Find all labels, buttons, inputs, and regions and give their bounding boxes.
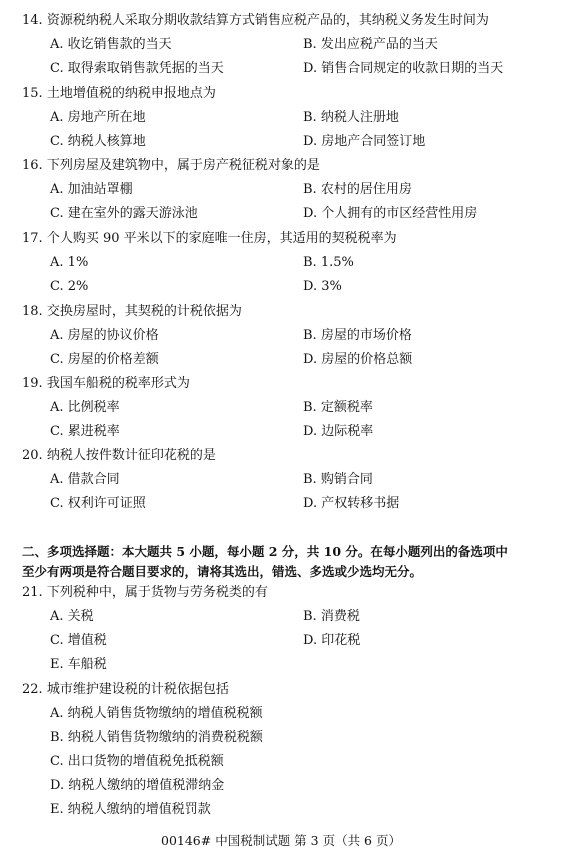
question-18	[22, 303, 242, 320]
option-b: B. 1.5%	[303, 255, 354, 270]
option-c: C. 权利许可证照	[50, 496, 146, 511]
option-a: A. 比例税率	[50, 400, 120, 415]
option-a: A. 借款合同	[50, 472, 120, 487]
option-b: B. 发出应税产品的当天	[303, 37, 438, 52]
question-number: 19.	[22, 376, 43, 391]
question-text: 资源税纳税人采取分期收款结算方式销售应税产品的，其纳税义务发生时间为	[46, 13, 489, 28]
option-c: C. 出口货物的增值税免抵税额	[50, 754, 224, 769]
question-14	[22, 12, 489, 29]
page-footer: 00146# 中国税制试题 第 3 页（共 6 页）	[161, 833, 401, 848]
question-number: 21.	[22, 585, 43, 600]
option-d: D. 印花税	[303, 633, 361, 648]
option-d: D. 边际税率	[303, 424, 374, 439]
question-16	[22, 157, 320, 174]
question-text: 土地增值税的纳税申报地点为	[46, 86, 216, 101]
option-b: B. 购销合同	[303, 472, 373, 487]
option-c: C. 增值税	[50, 633, 107, 648]
question-20	[22, 447, 216, 464]
question-15	[22, 85, 216, 102]
option-a: A. 纳税人销售货物缴纳的增值税税额	[50, 706, 263, 721]
section-heading: 二、多项选择题：本大题共 5 小题，每小题 2 分，共 10 分。在每小题列出的备选项中	[22, 544, 508, 559]
option-b: B. 纳税人注册地	[303, 110, 399, 125]
option-c: C. 累进税率	[50, 424, 120, 439]
question-text: 纳税人按件数计征印花税的是	[46, 448, 216, 463]
option-c: C. 取得索取销售款凭据的当天	[50, 61, 224, 76]
option-d: D. 3%	[303, 279, 342, 294]
option-b: B. 消费税	[303, 609, 360, 624]
option-c: C. 房屋的价格差额	[50, 352, 159, 367]
question-text: 下列税种中，属于货物与劳务税类的有	[46, 585, 268, 600]
question-text: 下列房屋及建筑物中，属于房产税征税对象的是	[46, 158, 320, 173]
option-c: C. 建在室外的露天游泳池	[50, 206, 198, 221]
question-number: 20.	[22, 448, 43, 463]
question-17	[22, 230, 397, 247]
section-instructions: 至少有两项是符合题目要求的，请将其选出，错选、多选或少选均无分。	[22, 564, 423, 579]
option-d: D. 房地产合同签订地	[303, 134, 426, 149]
option-b: B. 定额税率	[303, 400, 373, 415]
option-a: A. 房地产所在地	[50, 110, 146, 125]
question-text: 我国车船税的税率形式为	[46, 376, 190, 391]
option-a: A. 关税	[50, 609, 94, 624]
question-number: 18.	[22, 304, 43, 319]
option-a: A. 房屋的协议价格	[50, 328, 159, 343]
question-number: 17.	[22, 231, 43, 246]
question-22	[22, 681, 229, 698]
question-19	[22, 375, 190, 392]
option-b: B. 农村的居住用房	[303, 182, 412, 197]
option-d: D. 产权转移书据	[303, 496, 400, 511]
question-number: 22.	[22, 682, 43, 697]
question-text: 交换房屋时，其契税的计税依据为	[46, 304, 242, 319]
option-b: B. 纳税人销售货物缴纳的消费税税额	[50, 730, 263, 745]
option-c: C. 2%	[50, 279, 89, 294]
question-number: 15.	[22, 86, 43, 101]
option-d: D. 房屋的价格总额	[303, 352, 413, 367]
question-21	[22, 584, 268, 601]
option-a: A. 加油站罩棚	[50, 182, 133, 197]
option-b: B. 房屋的市场价格	[303, 328, 412, 343]
option-a: A. 1%	[50, 255, 89, 270]
option-e: E. 纳税人缴纳的增值税罚款	[50, 802, 211, 817]
option-d: D. 个人拥有的市区经营性用房	[303, 206, 478, 221]
question-text: 个人购买 90 平米以下的家庭唯一住房，其适用的契税税率为	[46, 231, 397, 246]
option-e: E. 车船税	[50, 657, 107, 672]
question-number: 16.	[22, 158, 43, 173]
question-text: 城市维护建设税的计税依据包括	[46, 682, 229, 697]
option-c: C. 纳税人核算地	[50, 134, 146, 149]
option-d: D. 纳税人缴纳的增值税滞纳金	[50, 778, 225, 793]
option-a: A. 收讫销售款的当天	[50, 37, 172, 52]
option-d: D. 销售合同规定的收款日期的当天	[303, 61, 504, 76]
question-number: 14.	[22, 13, 43, 28]
